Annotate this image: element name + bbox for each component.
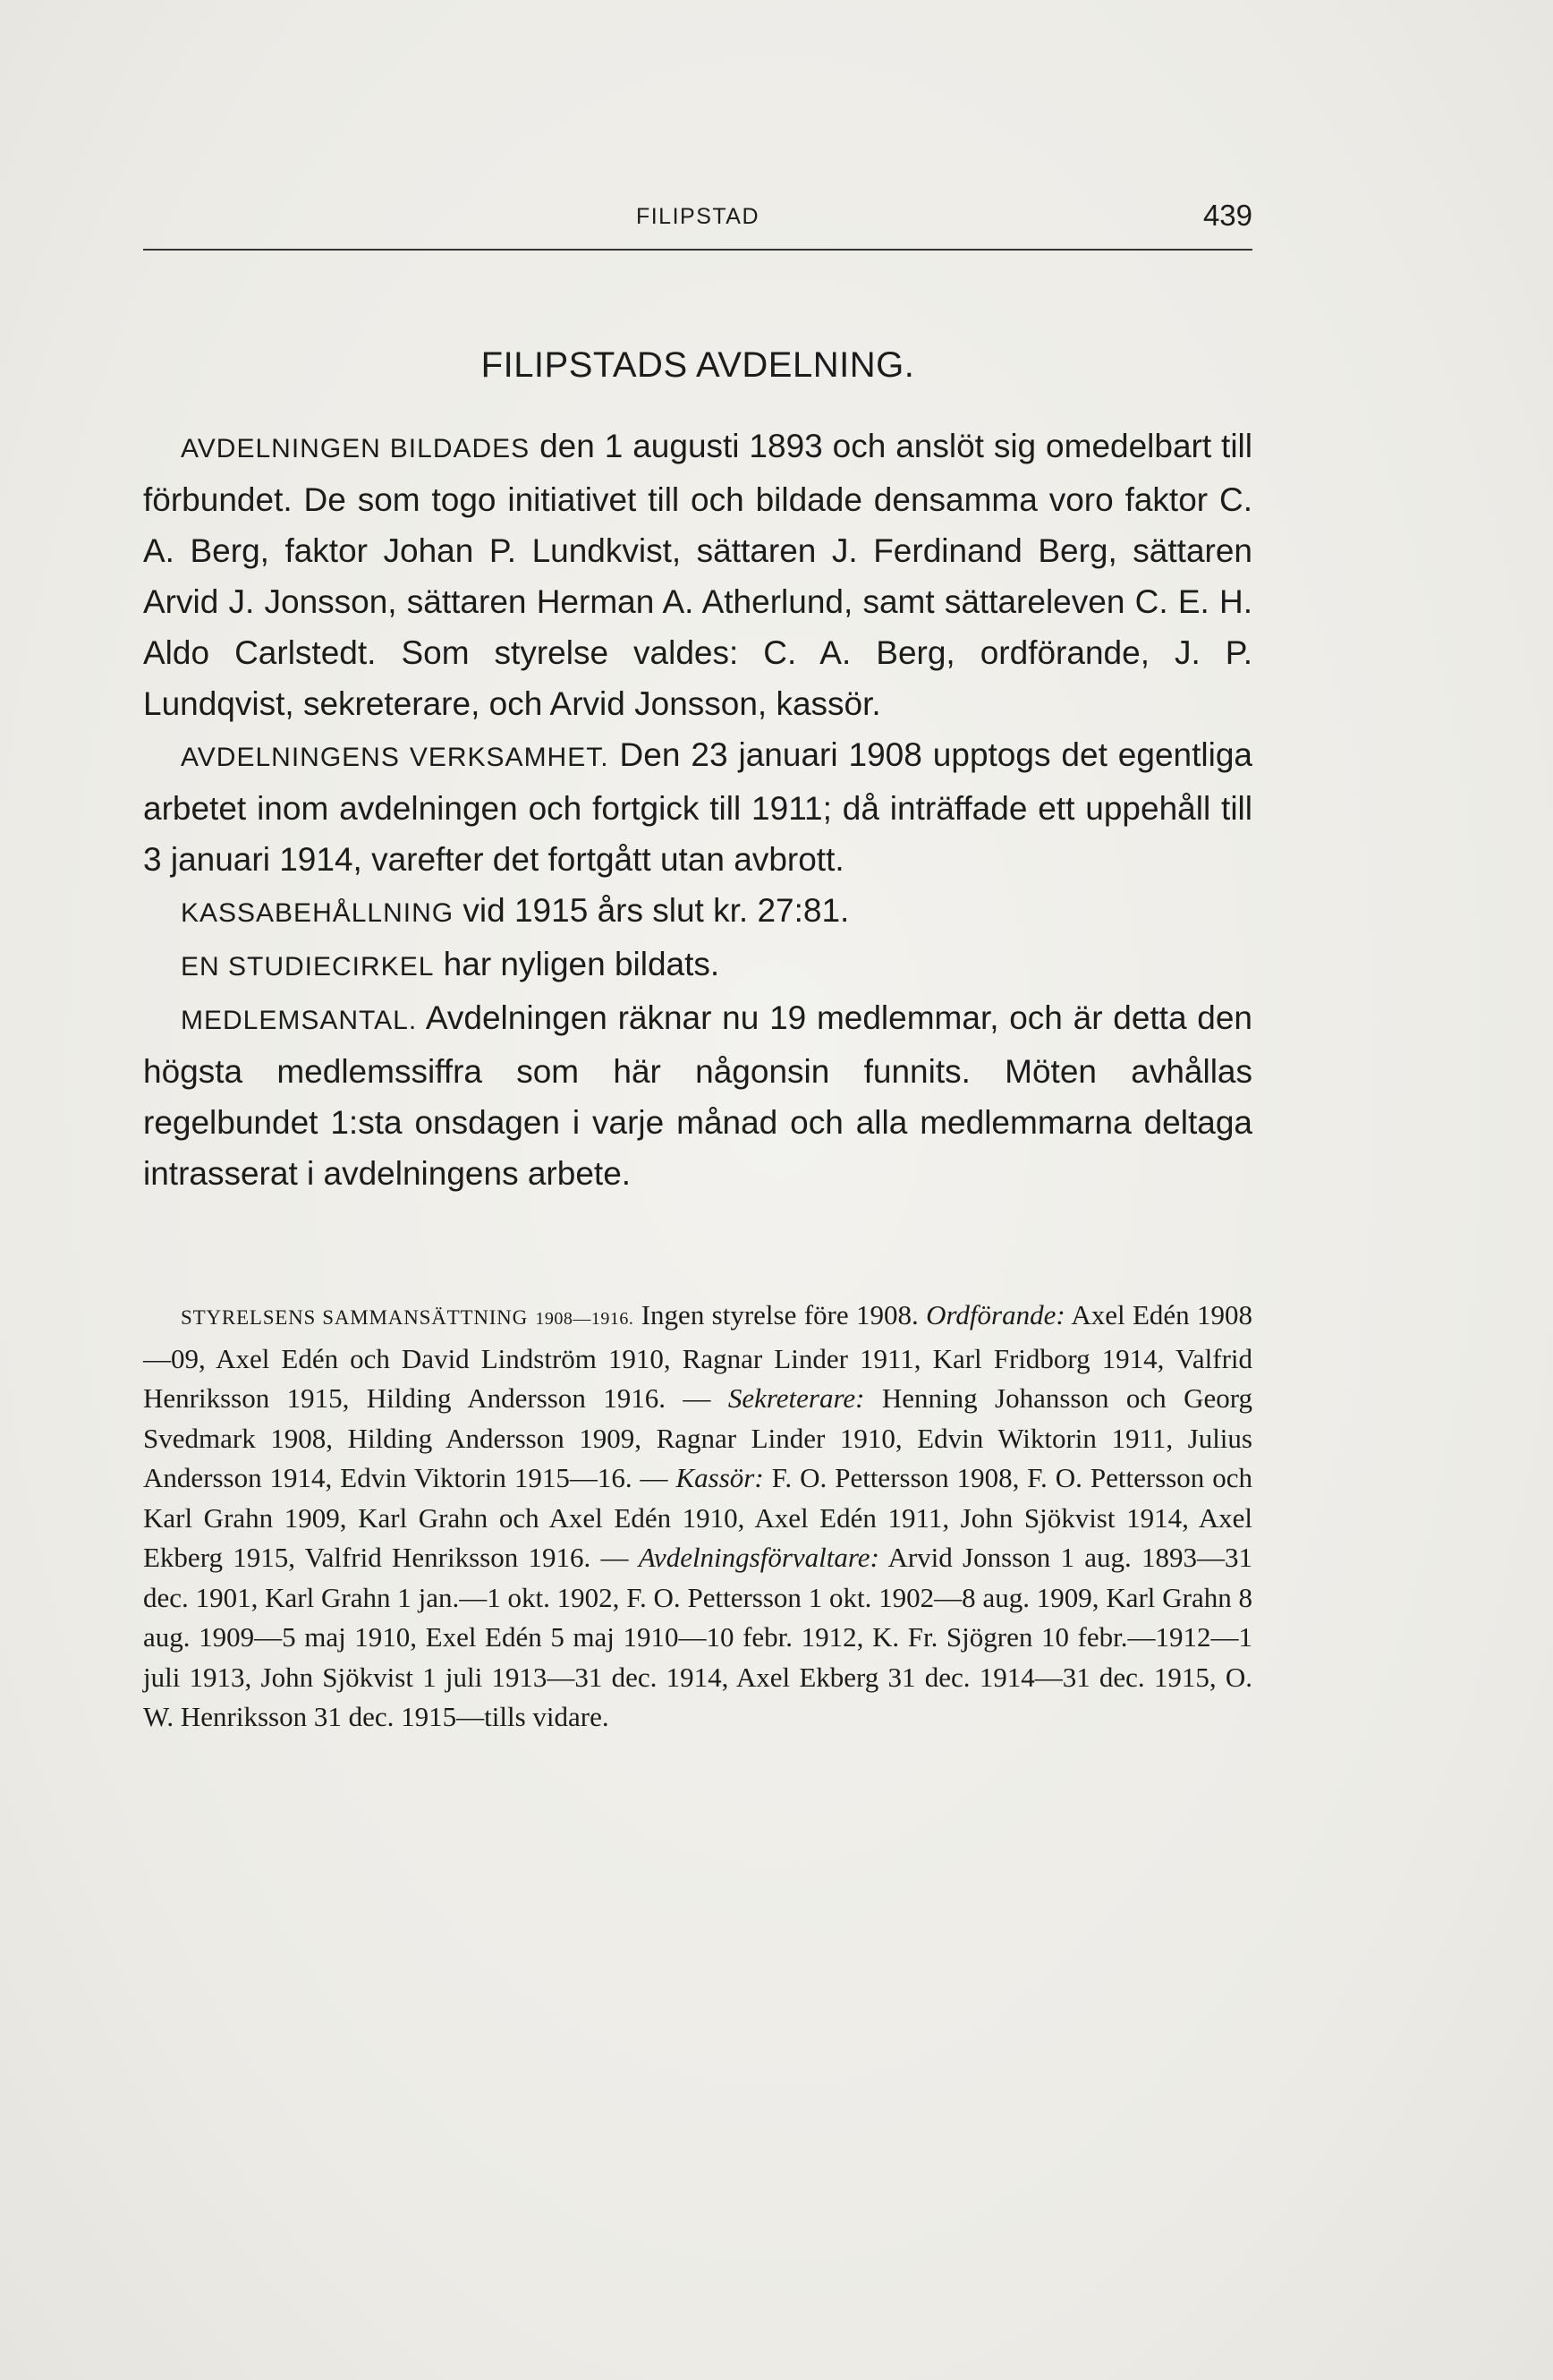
chairman-label: Ordförande:: [926, 1299, 1065, 1330]
paragraph-lead: AVDELNINGEN BILDADES: [181, 434, 530, 463]
paragraph-lead: KASSABEHÅLLNING: [181, 898, 454, 928]
board-lead: STYRELSENS SAMMANSÄTTNING: [181, 1306, 529, 1329]
treasurer-list: F. O. Pettersson 1908, F. O. Pettersson och Karl Grahn 1909, Karl Grahn och Axel Edén 1910, Axel Edén 1911, John Sjökvist 1914, Axel Ekberg 1915, Valfrid Henriksson 1916. —: [143, 1462, 1252, 1573]
paragraph-lead: EN STUDIECIRKEL: [181, 952, 435, 982]
paragraph-lead: MEDLEMSANTAL.: [181, 1006, 418, 1035]
page-number: 439: [1202, 199, 1252, 232]
running-title: FILIPSTAD: [635, 204, 760, 229]
paragraph-treasury: [143, 885, 1252, 939]
paragraph-lead: AVDELNINGENS VERKSAMHET.: [181, 743, 609, 772]
paragraph-text: Avdelningen räknar nu 19 medlemmar, och är detta den högsta medlemssiffra som här någonsin funnits. Möten avhållas regelbundet 1:sta onsdagen i varje månad och alla medlemmarna deltaga intrasserat i avdelningens arbete.: [143, 999, 1252, 1192]
running-head: [143, 199, 1252, 249]
paragraph-text: vid 1915 års slut kr. 27:81.: [454, 892, 850, 929]
paragraph-activity: [143, 729, 1252, 885]
section-heading: FILIPSTADS AVDELNING.: [480, 345, 915, 385]
paragraph-text: den 1 augusti 1893 och anslöt sig omedelbart till förbundet. De som togo initiativet till och bildade densamma voro faktor C. A. Berg, faktor Johan P. Lundkvist, sättaren J. Ferdinand Berg, sättaren Arvid J. Jonsson, sättaren Herman A. Atherlund, samt sättareleven C. E. H. Aldo Carlstedt. Som styrelse valdes: C. A. Berg, ordförande, J. P. Lundqvist, sekreterare, och Arvid Jonsson, kassör.: [143, 428, 1252, 722]
board-paragraph: [143, 1296, 1252, 1738]
paragraph-text: Den 23 januari 1908 upptogs det egentliga arbetet inom avdelningen och fortgick till 1911; då inträffade ett uppehåll till 3 januari 1914, varefter det fortgått utan avbrott.: [143, 736, 1252, 878]
paragraph-membership: [143, 992, 1252, 1199]
administrator-label: Avdelningsförvaltare:: [638, 1542, 879, 1573]
board-intro: Ingen styrelse före 1908.: [633, 1299, 927, 1330]
paragraph-text: har nyligen bildats.: [434, 946, 720, 982]
board-years: 1908—1916.: [535, 1309, 634, 1329]
paragraph-founding: [143, 421, 1252, 729]
administrator-list: Arvid Jonsson 1 aug. 1893—31 dec. 1901, Karl Grahn 1 jan.—1 okt. 1902, F. O. Pettersson 1 okt. 1902—8 aug. 1909, Karl Grahn 8 aug. 1909—5 maj 1910, Exel Edén 5 maj 1910—10 febr. 1912, K. Fr. Sjögren 10 febr.—1912—1 juli 1913, John Sjökvist 1 juli 1913—31 dec. 1914, Axel Ekberg 31 dec. 1914—31 dec. 1915, O. W. Henriksson 31 dec. 1915—tills vidare.: [143, 1542, 1252, 1732]
secretary-label: Sekreterare:: [727, 1382, 865, 1414]
body-text: [143, 421, 1252, 1199]
header-rule: [143, 249, 1252, 251]
board-composition: [143, 1296, 1252, 1738]
chairman-list: Axel Edén 1908—09, Axel Edén och David Lindström 1910, Ragnar Linder 1911, Karl Fridborg 1914, Valfrid Henriksson 1915, Hilding Andersson 1916. —: [143, 1299, 1252, 1414]
treasurer-label: Kassör:: [675, 1462, 764, 1493]
paragraph-study-circle: [143, 939, 1252, 992]
secretary-list: Henning Johansson och Georg Svedmark 1908, Hilding Andersson 1909, Ragnar Linder 1910, Edvin Wiktorin 1911, Julius Andersson 1914, Edvin Viktorin 1915—16. —: [143, 1382, 1252, 1493]
